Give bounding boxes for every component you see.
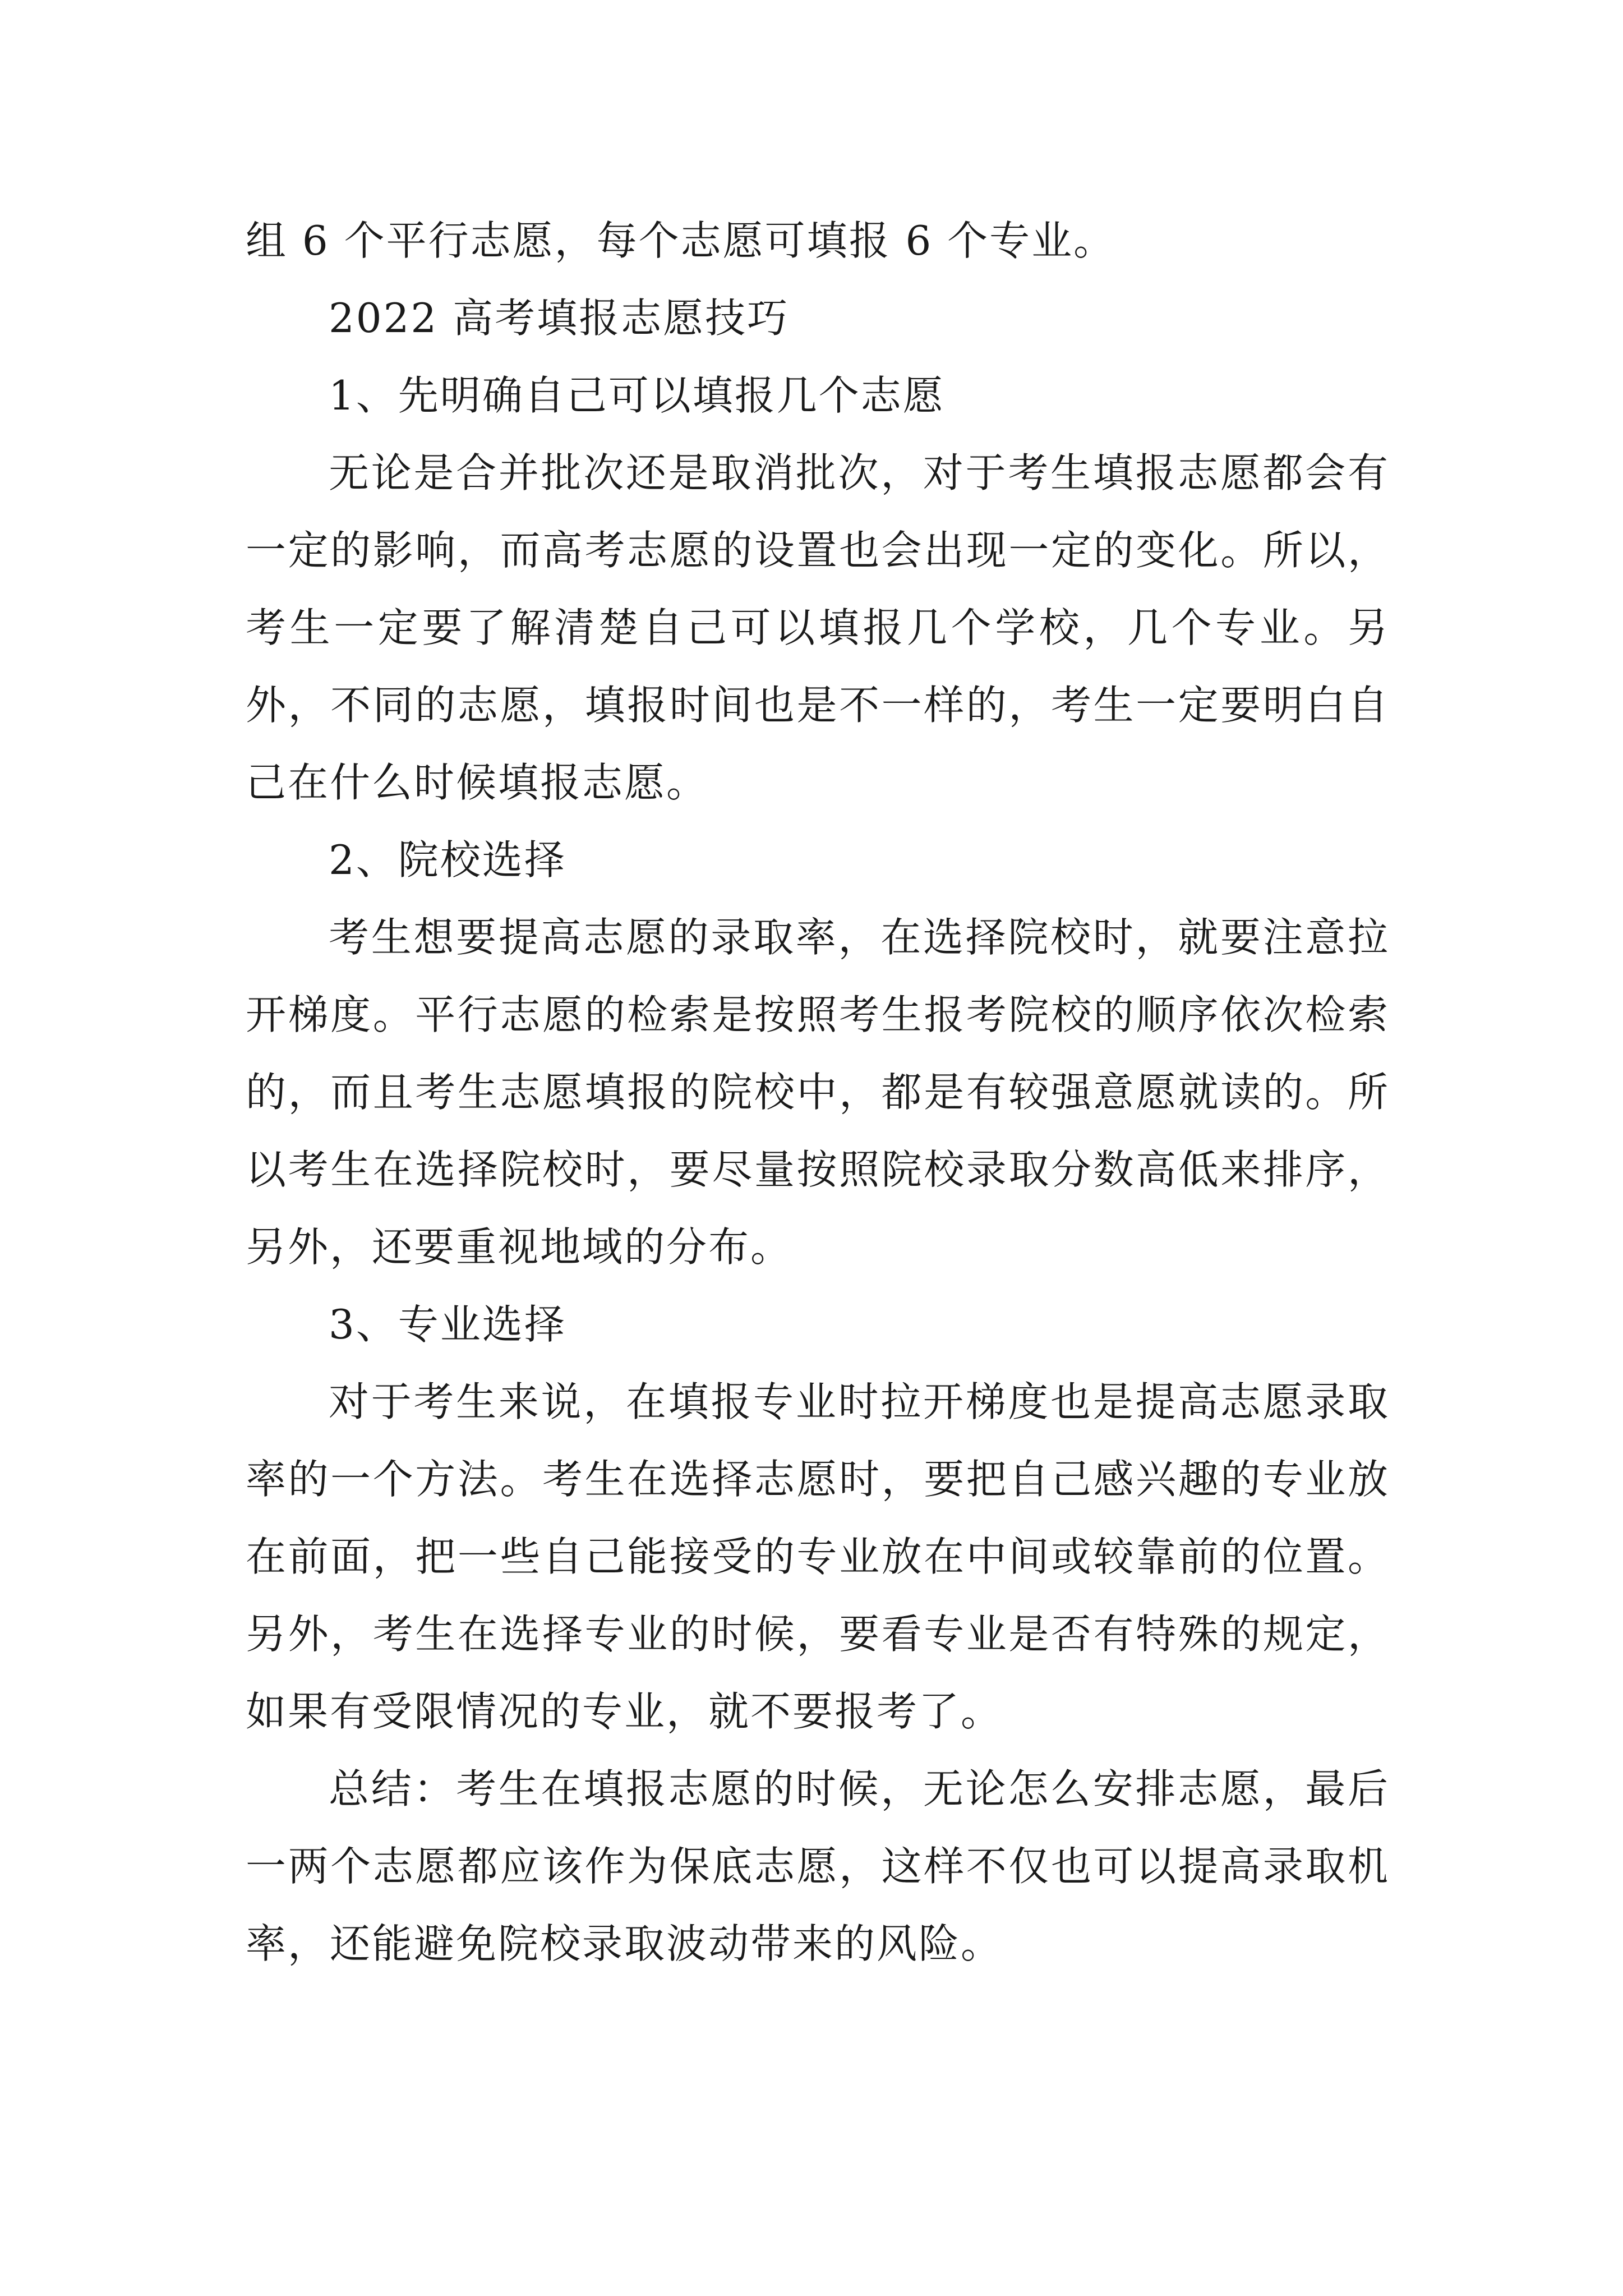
paragraph-continuation: 组 6 个平行志愿，每个志愿可填报 6 个专业。 [246,217,1116,264]
paragraph-2: 考生想要提高志愿的录取率，在选择院校时，就要注意拉开梯度。平行志愿的检索是按照考生报考院校的顺序依次检索的，而且考生志愿填报的院校中，都是有较强意愿就读的。所以考生在选择院校时，要尽量按照院校录取分数高低来排序，另外，还要重视地域的分布。 [246,914,1390,1271]
subheading-2: 2、院校选择 [329,836,566,884]
summary-paragraph: 总结：考生在填报志愿的时候，无论怎么安排志愿，最后一两个志愿都应该作为保底志愿，这样不仅也可以提高录取机率，还能避免院校录取波动带来的风险。 [246,1765,1390,1967]
document-body [246,202,1390,1982]
subheading-3: 3、专业选择 [329,1301,566,1348]
section-heading: 2022 高考填报志愿技巧 [329,295,790,342]
paragraph-3: 对于考生来说，在填报专业时拉开梯度也是提高志愿录取率的一个方法。考生在选择志愿时，要把自己感兴趣的专业放在前面，把一些自己能接受的专业放在中间或较靠前的位置。另外，考生在选择专业的时候，要看专业是否有特殊的规定，如果有受限情况的专业，就不要报考了。 [246,1378,1390,1735]
subheading-1: 1、先明确自己可以填报几个志愿 [329,372,945,419]
paragraph-1: 无论是合并批次还是取消批次，对于考生填报志愿都会有一定的影响，而高考志愿的设置也会出现一定的变化。所以，考生一定要了解清楚自己可以填报几个学校，几个专业。另外，不同的志愿，填报时间也是不一样的，考生一定要明白自己在什么时候填报志愿。 [246,449,1390,806]
